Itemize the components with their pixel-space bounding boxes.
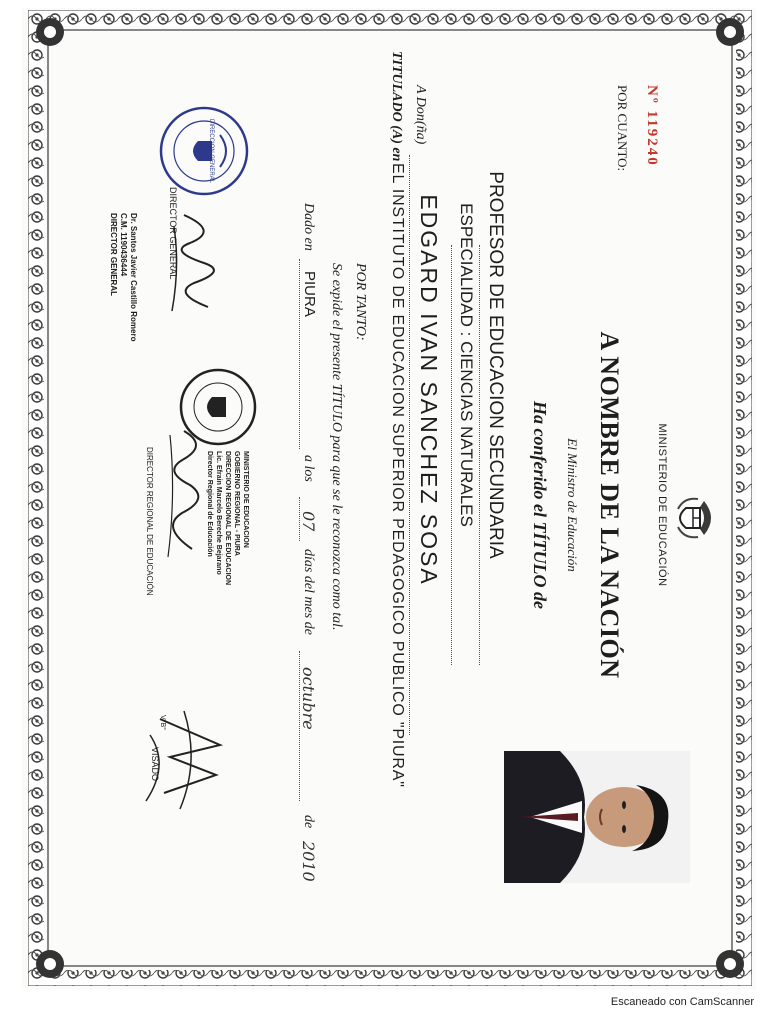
coat-of-arms-icon (670, 495, 714, 541)
graduate-photo (504, 751, 690, 883)
minister-line: El Ministro de Educación (565, 438, 580, 572)
stamp-left-line-2: C.M. 1190436444 (119, 213, 128, 277)
date-given-label: Dado en (301, 203, 316, 251)
institute-seal-icon (158, 105, 250, 197)
place-underline (299, 259, 300, 449)
place-value: PIURA (301, 271, 318, 317)
regional-stamp-line-5: Director Regional de Educación (206, 451, 213, 557)
day-value: 07 (299, 511, 318, 532)
day-underline (299, 497, 300, 541)
titled-label: TITULADO (A) en (389, 51, 404, 162)
director-general-label: DIRECTOR GENERAL (168, 187, 178, 280)
name-underline (409, 155, 410, 735)
vb-label: V°B° (159, 715, 166, 730)
stamp-left-line-3: DIRECTOR GENERAL (109, 213, 118, 296)
regional-stamp-line-1: MINISTERIO DE EDUCACION (242, 451, 249, 548)
visado-label: VISADO (150, 747, 160, 782)
regional-stamp-line-3: DIRECCION REGIONAL DE EDUCACION (224, 451, 231, 586)
specialty-line: ESPECIALIDAD : CIENCIAS NATURALES (457, 203, 476, 527)
certificate-content (70, 45, 720, 965)
nation-title: A NOMBRE DE LA NACIÓN (595, 331, 624, 679)
seal-inner-label: DIRECCION GENERAL (208, 118, 214, 183)
serial-number: Nº 119240 (644, 85, 660, 167)
degree-underline (479, 245, 480, 665)
regional-director-label: DIRECTOR REGIONAL DE EDUCACIÓN (145, 447, 154, 596)
ministry-header: MINISTERIO DE EDUCACIÓN (656, 423, 668, 587)
specialty-underline (451, 245, 452, 665)
director-stamp-block (108, 213, 138, 342)
regional-stamp-line-4: Lic. Efrain Marcelo Bereche Bejarano (215, 451, 222, 575)
degree-title: PROFESOR DE EDUCACION SECUNDARIA (485, 171, 506, 559)
recipient-name: EDGARD IVAN SANCHEZ SOSA (416, 194, 442, 586)
scanner-footer: Escaneado con CamScanner (610, 996, 754, 1008)
por-cuanto-label: POR CUANTO: (615, 85, 630, 172)
month-underline (299, 651, 300, 801)
regional-stamp-line-2: GOBIERNO REGIONAL - PIURA (233, 451, 240, 556)
year-value: 2010 (299, 841, 318, 882)
conferred-line: Ha conferido el TÍTULO de (530, 401, 550, 609)
por-tanto-label: POR TANTO: (353, 263, 368, 341)
date-at-label: a los (301, 455, 316, 482)
stamp-left-line-1: Dr. Santos Javier Castillo Romero (129, 213, 138, 342)
director-signature (154, 207, 234, 317)
institute-name: EL INSTITUTO DE EDUCACION SUPERIOR PEDAGOGICO PUBLICO "PIURA" (389, 163, 406, 788)
recipient-prefix: A Don(ña) (413, 85, 428, 145)
month-value: octubre (299, 667, 318, 730)
regional-director-signature (154, 425, 214, 565)
days-of-month-label: días del mes de (301, 549, 316, 635)
issued-text: Se expide el presente TÍTULO para que se le reconozca como tal. (329, 263, 344, 631)
year-label: de (301, 815, 316, 829)
